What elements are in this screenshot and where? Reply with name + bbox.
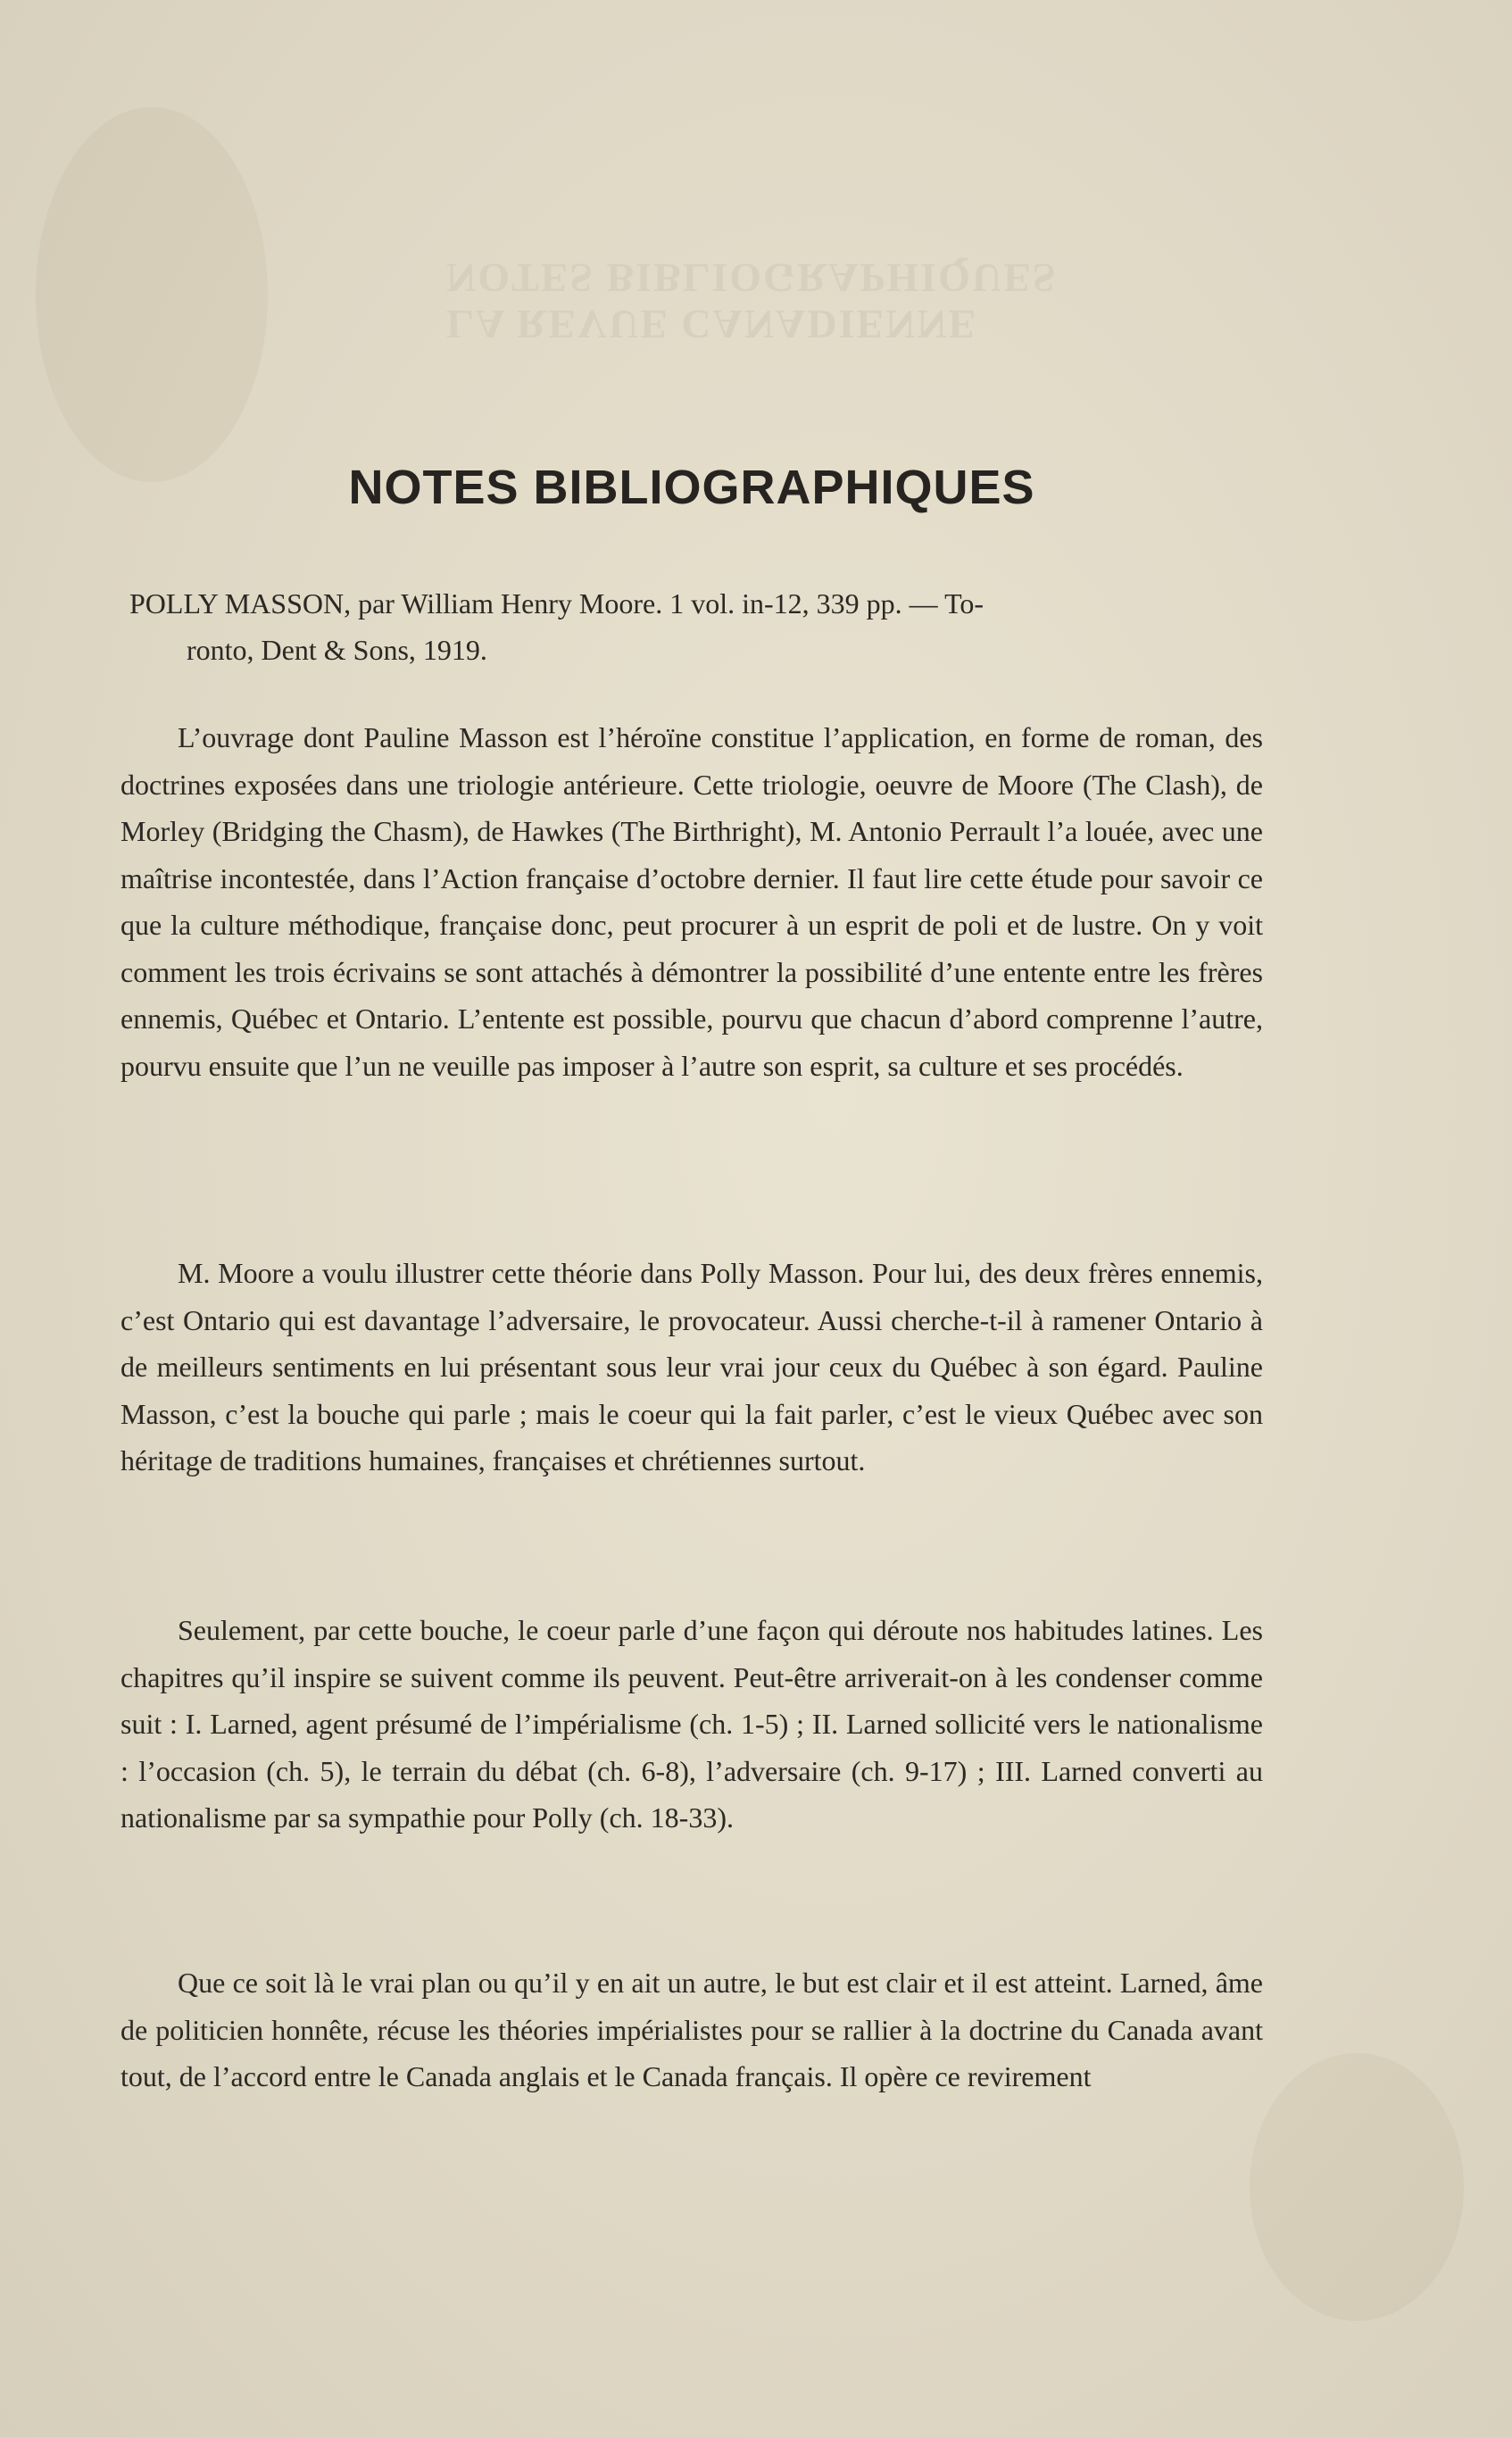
paragraph-1: L’ouvrage dont Pauline Masson est l’héroïne constitue l’application, en forme de roman, des doctrines exposées dans une triologie antérieure. Cette triologie, oeuvre de Moore (The Clash), de Morley (Bridging the Chasm), de Hawkes (The Birthright), M. Antonio Perrault l’a louée, avec une maîtrise incontestée, dans l’Action française d’octobre dernier. Il faut lire cette étude pour savoir ce que la culture méthodique, française donc, peut procurer à un esprit de poli et de lustre. On y voit comment les trois écrivains se sont attachés à démontrer la possibilité d’une entente entre les frères ennemis, Québec et Ontario. L’entente est possible, pourvu que chacun d’abord comprenne l’autre, pourvu ensuite que l’un ne veuille pas imposer à l’autre son esprit, sa culture et ses procédés. <box>120 721 1263 1082</box>
paragraph-4: Que ce soit là le vrai plan ou qu’il y en ait un autre, le but est clair et il est atteint. Larned, âme de politicien honnête, récuse les théories impérialistes pour se rallier à la doctrine du Canada avant tout, de l’accord entre le Canada anglais et le Canada français. Il opère ce revirement <box>120 1967 1263 2092</box>
book-reference <box>129 580 1272 673</box>
reference-line-1: POLLY MASSON, par William Henry Moore. 1 vol. in-12, 339 pp. — To- <box>129 587 984 620</box>
paper-stain <box>1250 2053 1464 2321</box>
paragraph-2: M. Moore a voulu illustrer cette théorie dans Polly Masson. Pour lui, des deux frères ennemis, c’est Ontario qui est davantage l’adversaire, le provocateur. Aussi cherche-t-il à ramener Ontario à de meilleurs sentiments en lui présentant sous leur vrai jour ceux du Québec à son égard. Pauline Masson, c’est la bouche qui parle ; mais le coeur qui la fait parler, c’est le vieux Québec avec son héritage de traditions humaines, françaises et chrétiennes surtout. <box>120 1257 1263 1476</box>
bleed-line: NOTES BIBLIOGRAPHIQUES <box>446 255 1058 301</box>
bleed-line: LA REVUE CANADIENNE <box>446 302 978 347</box>
paragraph-3: Seulement, par cette bouche, le coeur parle d’une façon qui déroute nos habitudes latines. Les chapitres qu’il inspire se suivent comme ils peuvent. Peut-être arriverait-on à les condenser comme suit : I. Larned, agent présumé de l’impérialisme (ch. 1-5) ; II. Larned sollicité vers le nationalisme : l’occasion (ch. 5), le terrain du débat (ch. 6-8), l’adversaire (ch. 9-17) ; III. Larned converti au nationalisme par sa sympathie pour Polly (ch. 18-33). <box>120 1614 1263 1834</box>
page-title: NOTES BIBLIOGRAPHIQUES <box>348 461 1035 514</box>
bleed-through-text <box>446 254 1321 347</box>
paper-stain <box>36 107 268 482</box>
reference-line-2: ronto, Dent & Sons, 1919. <box>187 634 487 666</box>
